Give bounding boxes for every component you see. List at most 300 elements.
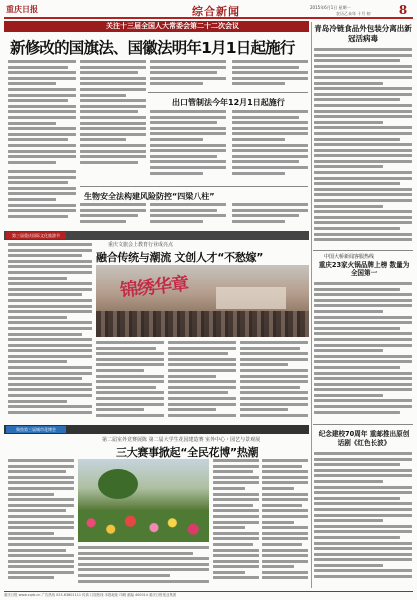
text-line bbox=[150, 138, 203, 141]
culture-photo bbox=[96, 265, 309, 337]
right-body-1 bbox=[314, 48, 412, 246]
lead-headline: 新修改的国旗法、国徽法明年1月1日起施行 bbox=[10, 39, 295, 57]
text-line bbox=[314, 98, 400, 101]
text-line bbox=[314, 76, 412, 79]
text-line bbox=[8, 377, 82, 380]
text-line bbox=[213, 476, 259, 479]
text-line bbox=[168, 369, 236, 372]
text-line bbox=[262, 476, 308, 479]
text-line bbox=[80, 150, 146, 153]
text-line bbox=[80, 220, 126, 223]
text-line bbox=[8, 571, 74, 574]
text-line bbox=[150, 77, 226, 80]
text-line bbox=[8, 565, 74, 568]
text-line bbox=[240, 386, 300, 389]
flower-expo-photo bbox=[78, 459, 209, 542]
text-line bbox=[8, 411, 92, 414]
text-line bbox=[240, 341, 308, 344]
text-line bbox=[232, 82, 285, 85]
text-line bbox=[8, 176, 76, 179]
masthead bbox=[4, 3, 413, 19]
text-line bbox=[240, 397, 308, 400]
text-line bbox=[213, 470, 253, 473]
text-line bbox=[8, 77, 76, 80]
text-line bbox=[232, 127, 308, 130]
text-line bbox=[213, 481, 259, 484]
text-line bbox=[314, 366, 400, 369]
text-line bbox=[80, 144, 146, 147]
right-body-2 bbox=[314, 282, 412, 422]
text-line bbox=[8, 82, 56, 85]
text-line bbox=[8, 144, 76, 147]
text-line bbox=[8, 71, 76, 74]
text-line bbox=[80, 127, 146, 130]
text-line bbox=[8, 105, 76, 108]
text-line bbox=[80, 110, 138, 113]
text-line bbox=[213, 521, 259, 524]
text-line bbox=[240, 403, 308, 406]
text-line bbox=[8, 260, 92, 263]
text-line bbox=[168, 380, 236, 383]
text-line bbox=[314, 299, 412, 302]
text-line bbox=[314, 569, 412, 572]
flower-section-band bbox=[4, 425, 309, 434]
text-line bbox=[96, 403, 164, 406]
culture-body-col1 bbox=[8, 243, 92, 423]
newspaper-logo: 重庆日报 bbox=[6, 4, 38, 14]
text-line bbox=[213, 532, 259, 535]
text-line bbox=[314, 199, 412, 202]
text-line bbox=[80, 122, 146, 125]
text-line bbox=[168, 414, 236, 417]
text-line bbox=[8, 265, 92, 268]
text-line bbox=[314, 221, 412, 224]
text-line bbox=[314, 547, 412, 550]
text-line bbox=[8, 576, 54, 579]
text-line bbox=[232, 209, 308, 212]
page-number: 8 bbox=[398, 3, 408, 17]
text-line bbox=[8, 99, 68, 102]
text-line bbox=[168, 391, 228, 394]
text-line bbox=[8, 316, 67, 319]
text-line bbox=[213, 515, 259, 518]
text-line bbox=[80, 209, 146, 212]
text-line bbox=[150, 214, 226, 217]
text-line bbox=[8, 161, 56, 164]
text-line bbox=[240, 347, 300, 350]
text-line bbox=[8, 465, 74, 468]
text-line bbox=[8, 198, 56, 201]
text-line bbox=[314, 227, 400, 230]
text-line bbox=[240, 375, 308, 378]
text-line bbox=[80, 133, 146, 136]
text-line bbox=[314, 121, 383, 124]
text-line bbox=[314, 188, 412, 191]
text-line bbox=[314, 205, 383, 208]
text-line bbox=[314, 469, 412, 472]
text-line bbox=[314, 491, 412, 494]
text-line bbox=[80, 203, 146, 206]
text-line bbox=[314, 344, 412, 347]
text-line bbox=[8, 405, 92, 408]
text-line bbox=[8, 271, 92, 274]
text-line bbox=[213, 504, 253, 507]
text-line bbox=[8, 388, 92, 391]
flower-body-under-photo bbox=[78, 546, 209, 588]
text-line bbox=[8, 94, 76, 97]
text-line bbox=[232, 149, 308, 152]
text-line bbox=[8, 288, 92, 291]
text-line bbox=[8, 305, 92, 308]
lead-body-col1 bbox=[8, 60, 76, 168]
photo-stage bbox=[216, 287, 286, 309]
text-line bbox=[232, 132, 308, 135]
biosafety-headline: 生物安全法构建风险防控“四梁八柱” bbox=[84, 192, 215, 201]
text-line bbox=[8, 110, 76, 113]
text-line bbox=[314, 288, 400, 291]
lead-body-col1b bbox=[8, 170, 76, 226]
text-line bbox=[232, 144, 308, 147]
text-line bbox=[232, 172, 285, 175]
text-line bbox=[78, 580, 209, 583]
text-line bbox=[262, 459, 308, 462]
text-line bbox=[78, 563, 209, 566]
text-line bbox=[80, 77, 146, 80]
text-line bbox=[314, 132, 412, 135]
text-line bbox=[8, 554, 74, 557]
text-line bbox=[314, 575, 412, 578]
text-line bbox=[168, 386, 236, 389]
text-line bbox=[168, 408, 216, 411]
text-line bbox=[8, 66, 68, 69]
bio-body-col2 bbox=[150, 203, 226, 227]
text-line bbox=[213, 498, 259, 501]
text-line bbox=[8, 138, 68, 141]
text-line bbox=[96, 352, 164, 355]
text-line bbox=[213, 526, 245, 529]
text-line bbox=[8, 293, 82, 296]
text-line bbox=[8, 282, 92, 285]
text-line bbox=[314, 536, 400, 539]
text-line bbox=[213, 537, 259, 540]
text-line bbox=[314, 360, 412, 363]
text-line bbox=[80, 66, 146, 69]
text-line bbox=[78, 552, 193, 555]
right-column-divider bbox=[311, 22, 312, 588]
text-line bbox=[314, 388, 412, 391]
text-line bbox=[80, 138, 126, 141]
text-line bbox=[262, 470, 308, 473]
text-line bbox=[262, 560, 308, 563]
text-line bbox=[232, 77, 308, 80]
bio-body-col3 bbox=[232, 203, 308, 227]
admin-headline: 出口管制法今年12月1日起施行 bbox=[172, 98, 285, 107]
section-title: 综合新闻 bbox=[192, 5, 240, 18]
text-line bbox=[314, 293, 412, 296]
text-line bbox=[314, 143, 412, 146]
text-line bbox=[262, 521, 294, 524]
text-line bbox=[150, 203, 226, 206]
text-line bbox=[150, 172, 203, 175]
text-line bbox=[262, 543, 302, 546]
text-line bbox=[314, 405, 412, 408]
text-line bbox=[314, 48, 412, 51]
text-line bbox=[240, 369, 308, 372]
text-line bbox=[8, 204, 76, 207]
text-line bbox=[8, 249, 92, 252]
text-line bbox=[232, 66, 299, 69]
text-line bbox=[232, 116, 299, 119]
culture-body-col2 bbox=[96, 341, 164, 423]
text-line bbox=[232, 214, 299, 217]
text-line bbox=[314, 508, 412, 511]
text-line bbox=[150, 127, 226, 130]
bio-body-col1 bbox=[80, 203, 146, 227]
flower-body-col1 bbox=[8, 459, 74, 589]
text-line bbox=[314, 497, 400, 500]
text-line bbox=[150, 160, 226, 163]
text-line bbox=[213, 459, 259, 462]
text-line bbox=[150, 209, 217, 212]
text-line bbox=[314, 238, 412, 241]
text-line bbox=[8, 333, 82, 336]
text-line bbox=[8, 498, 74, 501]
text-line bbox=[8, 459, 74, 462]
text-line bbox=[8, 476, 74, 479]
text-line bbox=[8, 181, 68, 184]
text-line bbox=[8, 122, 56, 125]
text-line bbox=[168, 363, 236, 366]
text-line bbox=[213, 571, 245, 574]
text-line bbox=[8, 549, 66, 552]
text-line bbox=[314, 87, 412, 90]
text-line bbox=[314, 310, 383, 313]
flower-section-tag: 聚焦第三届城市花博会 bbox=[6, 426, 66, 433]
text-line bbox=[314, 193, 412, 196]
text-line bbox=[314, 110, 412, 113]
text-line bbox=[232, 110, 308, 113]
text-line bbox=[314, 154, 412, 157]
text-line bbox=[8, 487, 74, 490]
text-line bbox=[96, 380, 164, 383]
text-line bbox=[213, 565, 259, 568]
text-line bbox=[8, 349, 92, 352]
text-line bbox=[314, 349, 383, 352]
text-line bbox=[213, 554, 259, 557]
text-line bbox=[8, 560, 74, 563]
text-line bbox=[314, 542, 412, 545]
text-line bbox=[8, 509, 66, 512]
text-line bbox=[262, 504, 302, 507]
text-line bbox=[168, 397, 236, 400]
text-line bbox=[8, 366, 92, 369]
right-divider-2 bbox=[313, 424, 413, 425]
text-line bbox=[213, 465, 259, 468]
text-line bbox=[96, 341, 164, 344]
culture-body-col3 bbox=[168, 341, 236, 423]
text-line bbox=[262, 576, 308, 579]
text-line bbox=[262, 526, 308, 529]
text-line bbox=[80, 82, 146, 85]
text-line bbox=[8, 470, 66, 473]
text-line bbox=[8, 310, 92, 313]
text-line bbox=[8, 321, 92, 324]
text-line bbox=[314, 474, 412, 477]
photo-banner-text: 锦绣华章 bbox=[119, 273, 190, 302]
issue-date: 2015年6月1日 星期一 bbox=[310, 5, 351, 10]
text-line bbox=[232, 155, 308, 158]
text-line bbox=[8, 481, 74, 484]
text-line bbox=[232, 138, 285, 141]
text-line bbox=[314, 452, 412, 455]
lunar-date: 农历乙未年 十月 初 bbox=[336, 11, 371, 16]
text-line bbox=[80, 214, 138, 217]
text-line bbox=[8, 515, 74, 518]
text-line bbox=[213, 560, 259, 563]
right-divider-1 bbox=[313, 250, 413, 251]
text-line bbox=[314, 171, 412, 174]
text-line bbox=[314, 519, 383, 522]
text-line bbox=[232, 60, 308, 63]
text-line bbox=[262, 571, 308, 574]
text-line bbox=[240, 408, 288, 411]
text-line bbox=[150, 66, 226, 69]
text-line bbox=[262, 532, 308, 535]
text-line bbox=[8, 187, 76, 190]
text-line bbox=[8, 526, 74, 529]
culture-kicker: 重庆文旅会上教育行业成亮点 bbox=[108, 242, 174, 248]
text-line bbox=[232, 203, 308, 206]
text-line bbox=[262, 509, 308, 512]
text-line bbox=[8, 537, 74, 540]
right-body-3 bbox=[314, 452, 412, 588]
culture-body-col4 bbox=[240, 341, 308, 423]
text-line bbox=[314, 486, 412, 489]
text-line bbox=[80, 88, 146, 91]
text-line bbox=[80, 99, 146, 102]
text-line bbox=[314, 463, 400, 466]
text-line bbox=[314, 383, 412, 386]
text-line bbox=[262, 554, 308, 557]
text-line bbox=[314, 553, 412, 556]
text-line bbox=[240, 363, 288, 366]
text-line bbox=[78, 557, 209, 560]
text-line bbox=[8, 521, 74, 524]
text-line bbox=[213, 509, 259, 512]
text-line bbox=[8, 400, 67, 403]
text-line bbox=[168, 358, 236, 361]
text-line bbox=[314, 558, 412, 561]
text-line bbox=[314, 149, 412, 152]
text-line bbox=[80, 116, 146, 119]
lead-body-col2 bbox=[80, 60, 146, 168]
text-line bbox=[240, 391, 308, 394]
text-line bbox=[314, 332, 412, 335]
text-line bbox=[8, 60, 76, 63]
text-line bbox=[314, 216, 412, 219]
flower-headline: 三大赛事掀起“全民花博”热潮 bbox=[116, 446, 259, 459]
text-line bbox=[96, 347, 156, 350]
text-line bbox=[314, 394, 383, 397]
page-footer: 重庆日报 www.cqrb.cn 广告热线 023-63801111 传真 订阅热线 本报地址 印刷 邮编 400014 重庆日报报业集团 bbox=[4, 591, 413, 599]
text-line bbox=[8, 254, 82, 257]
lead-kicker-band bbox=[4, 21, 309, 32]
text-line bbox=[78, 574, 170, 577]
flower-body-col3 bbox=[213, 459, 259, 589]
text-line bbox=[240, 358, 308, 361]
text-line bbox=[314, 82, 383, 85]
text-line bbox=[314, 65, 412, 68]
text-line bbox=[8, 344, 92, 347]
flower-kicker: 第二届室外竞赛展陈 第二届大学生花园建造赛 室外中心・园艺与景观展 bbox=[102, 437, 261, 443]
text-line bbox=[96, 375, 164, 378]
text-line bbox=[262, 515, 308, 518]
text-line bbox=[8, 192, 76, 195]
text-line bbox=[240, 380, 308, 383]
text-line bbox=[262, 481, 308, 484]
text-line bbox=[78, 546, 209, 549]
text-line bbox=[314, 210, 412, 213]
text-line bbox=[314, 282, 412, 285]
text-line bbox=[150, 132, 226, 135]
text-line bbox=[314, 54, 412, 57]
text-line bbox=[8, 155, 76, 158]
text-line bbox=[168, 403, 236, 406]
photo-tree bbox=[98, 469, 138, 499]
text-line bbox=[150, 60, 226, 63]
text-line bbox=[314, 338, 412, 341]
text-line bbox=[80, 155, 146, 158]
text-line bbox=[80, 60, 146, 63]
text-line bbox=[314, 355, 412, 358]
text-line bbox=[150, 121, 217, 124]
admin-body-col1 bbox=[150, 110, 226, 180]
text-line bbox=[314, 126, 412, 129]
text-line bbox=[314, 530, 412, 533]
text-line bbox=[314, 59, 400, 62]
text-line bbox=[150, 155, 217, 158]
right-headline-1: 青岛冷链食品外包装分离出新冠活病毒 bbox=[314, 24, 412, 43]
text-line bbox=[96, 397, 164, 400]
text-line bbox=[96, 408, 144, 411]
text-line bbox=[168, 341, 236, 344]
text-line bbox=[314, 316, 412, 319]
text-line bbox=[314, 525, 412, 528]
biosafety-divider bbox=[80, 186, 308, 187]
text-line bbox=[314, 411, 400, 414]
text-line bbox=[8, 504, 74, 507]
text-line bbox=[80, 71, 138, 74]
text-line bbox=[8, 277, 67, 280]
photo-flowerbeds bbox=[78, 510, 209, 542]
text-line bbox=[168, 347, 236, 350]
text-line bbox=[213, 487, 245, 490]
text-line bbox=[314, 138, 400, 141]
text-line bbox=[8, 383, 92, 386]
text-line bbox=[232, 71, 308, 74]
text-line bbox=[262, 493, 308, 496]
text-line bbox=[232, 166, 308, 169]
text-line bbox=[314, 564, 383, 567]
text-line bbox=[314, 93, 412, 96]
text-line bbox=[80, 94, 126, 97]
text-line bbox=[262, 537, 308, 540]
text-line bbox=[314, 372, 412, 375]
text-line bbox=[150, 166, 226, 169]
text-line bbox=[96, 414, 164, 417]
culture-section-band bbox=[4, 231, 309, 240]
lead-kicker: 关注十三届全国人大常委会第二十二次会议 bbox=[106, 22, 239, 30]
